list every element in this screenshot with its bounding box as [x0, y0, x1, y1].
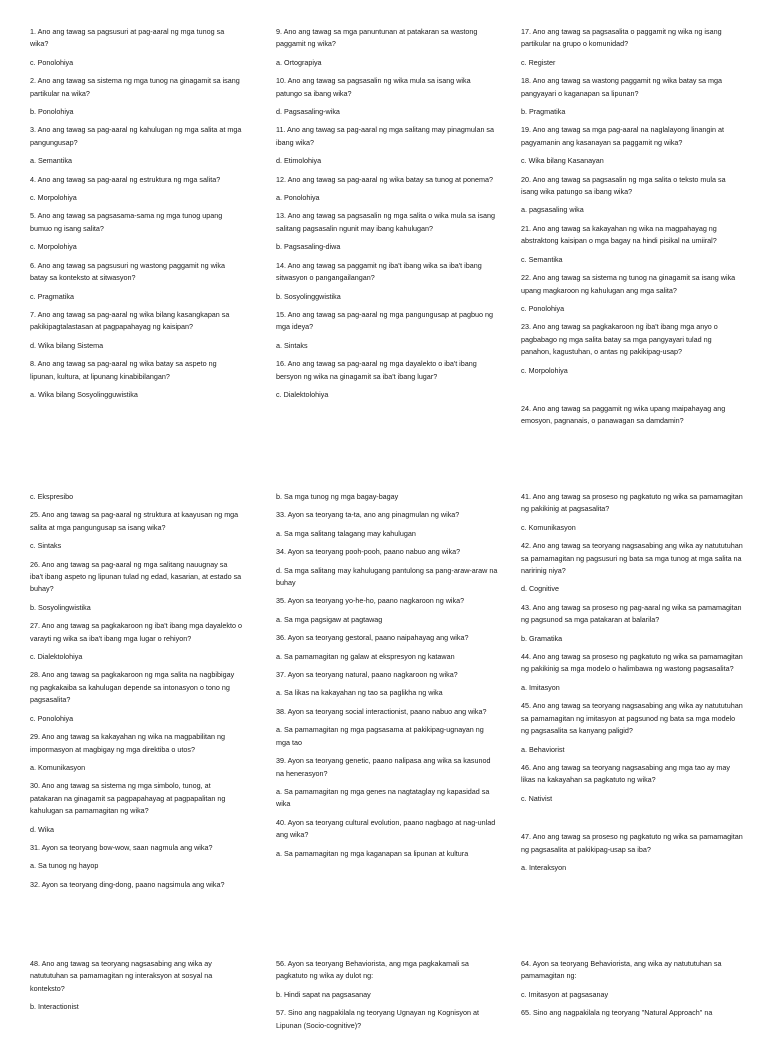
answer-text: a. Imitasyon: [521, 682, 560, 692]
answer-text: a. Semantika: [30, 156, 72, 166]
answer-text: b. Gramatika: [521, 633, 563, 643]
question-text: 10. Ano ang tawag sa pagsasalin ng wika mula sa isang wika patungo sa ibang wika?: [276, 76, 471, 98]
answer-text: c. Dialektolohiya: [276, 389, 329, 399]
question-text: 37. Ayon sa teoryang natural, paano nagkaroon ng wika?: [276, 670, 458, 680]
qa-item: [30, 26, 242, 69]
answer-text: c. Morpolohiya: [30, 193, 77, 203]
qa-item: [30, 620, 242, 663]
column-2: [276, 958, 498, 1038]
answer-text: b. Pagsasaling-diwa: [276, 242, 341, 252]
qa-item: [30, 309, 242, 352]
question-text: 7. Ano ang tawag sa pag-aaral ng wika bilang kasangkapan sa pakikipagtalastasan at pagpapahayag ng kaisipan?: [30, 309, 230, 332]
question-text: 18. Ano ang tawag sa wastong paggamit ng wika batay sa mga pangyayari o kaganapan sa lipunan?: [521, 76, 722, 98]
answer-text: a. Ponolohiya: [276, 193, 320, 203]
qa-item: [30, 75, 242, 118]
answer-text: a. Wika bilang Sosyolingguwistika: [30, 389, 138, 399]
question-text: 41. Ano ang tawag sa proseso ng pagkatuto ng wika sa pamamagitan ng pakikinig at pagsasalita?: [521, 492, 743, 514]
qa-item: [276, 358, 498, 401]
qa-item: [30, 260, 242, 303]
answer-text: a. pagsasaling wika: [521, 205, 584, 215]
answer-text: d. Wika: [30, 824, 54, 834]
question-text: 13. Ano ang tawag sa pagsasalin ng mga salita o wika mula sa isang salitang pagsasalin ngunit may ibang kahulugan?: [276, 211, 495, 233]
question-text: 28. Ano ang tawag sa pagkakaroon ng mga salita na nagbibigay ng pagkakaiba sa kahulugan depende sa intonasyon o tono ng pagsasalita?: [30, 670, 235, 705]
qa-item: [521, 124, 743, 167]
question-text: 38. Ayon sa teoryang social interactionist, paano nabuo ang wika?: [276, 706, 487, 716]
answer-text: a. Sa pamamagitan ng mga pagsasama at pakikipag-ugnayan ng mga tao: [276, 725, 484, 747]
answer-text: c. Morpolohiya: [521, 365, 568, 375]
answer-text: a. Sa likas na kakayahan ng tao sa paglikha ng wika: [276, 688, 443, 698]
answer-text: d. Pagsasaling-wika: [276, 107, 340, 117]
question-text: 42. Ano ang tawag sa teoryang nagsasabing ang wika ay natututuhan sa pamamagitan ng pagsusuri ng bata sa mga tunog at mga salita na naririnig niya?: [521, 541, 743, 576]
qa-item: [30, 210, 242, 253]
question-text: 46. Ano ang tawag sa teoryang nagsasabing ang mga tao ay may likas na kakayahan sa pagkatuto ng wika?: [521, 762, 730, 785]
question-text: 40. Ayon sa teoryang cultural evolution, paano nagbago at nag-unlad ang wika?: [276, 817, 496, 840]
question-text: 11. Ano ang tawag sa pag-aaral ng mga salitang may pinagmulan sa ibang wika?: [276, 125, 495, 147]
qa-item: [521, 651, 743, 694]
question-text: 33. Ayon sa teoryang ta-ta, ano ang pinagmulan ng wika?: [276, 510, 460, 520]
question-text: 24. Ano ang tawag sa paggamit ng wika upang maipahayag ang emosyon, pagnanais, o panawagan sa damdamin?: [521, 403, 726, 426]
qa-item: [276, 1007, 498, 1032]
qa-item: [521, 321, 743, 377]
question-text: 8. Ano ang tawag sa pag-aaral ng wika batay sa aspeto ng lipunan, kultura, at lipunang kinabibilangan?: [30, 359, 217, 381]
qa-item: [30, 842, 242, 873]
question-text: 65. Sino ang nagpakilala ng teoryang "Natural Approach" na: [521, 1008, 713, 1018]
qa-item: [276, 958, 498, 1001]
answer-text: d. Wika bilang Sistema: [30, 340, 104, 350]
question-text: 27. Ano ang tawag sa pagkakaroon ng iba't ibang mga dayalekto o varayti ng wika sa iba't ibang mga lugar o rehiyon?: [30, 621, 242, 643]
question-text: 3. Ano ang tawag sa pag-aaral ng kahulugan ng mga salita at mga pangungusap?: [30, 125, 242, 147]
qa-item: [276, 260, 498, 303]
answer-text: a. Behaviorist: [521, 744, 565, 754]
question-text: 43. Ano ang tawag sa proseso ng pag-aaral ng wika sa pamamagitan ng pagsunod sa mga patakaran at balarila?: [521, 602, 742, 625]
answer-text: c. Morpolohiya: [30, 242, 77, 252]
question-text: 1. Ano ang tawag sa pagsusuri at pag-aaral ng mga tunog sa wika?: [30, 27, 225, 49]
answer-text: a. Sa tunog ng hayop: [30, 861, 99, 871]
answer-text: c. Nativist: [521, 793, 553, 803]
qa-item: [30, 491, 242, 503]
answer-text: d. Cognitive: [521, 584, 559, 594]
qa-item: [276, 595, 498, 626]
question-text: 64. Ayon sa teoryang Behaviorista, ang wika ay natututuhan sa pamamagitan ng:: [521, 959, 722, 981]
qa-item: [276, 309, 498, 352]
question-text: 56. Ayon sa teoryang Behaviorista, ang mga pagkakamali sa pagkatuto ng wika ay dulot ng:: [276, 959, 469, 981]
answer-text: c. Ponolohiya: [521, 303, 565, 313]
qa-item: [30, 879, 242, 891]
qa-item: [30, 124, 242, 167]
answer-text: c. Wika bilang Kasanayan: [521, 156, 604, 166]
question-text: 47. Ano ang tawag sa proseso ng pagkatuto ng wika sa pamamagitan ng pagsasalita at pakikipag-usap sa iba?: [521, 832, 743, 854]
qa-item: [521, 602, 743, 645]
column-1: [30, 26, 242, 407]
answer-text: d. Etimolohiya: [276, 156, 322, 166]
question-text: 26. Ano ang tawag sa pag-aaral ng mga salitang nauugnay sa iba't ibang aspeto ng lipunan tulad ng edad, kasarian, at estado sa buhay?: [30, 559, 242, 594]
answer-text: a. Sa pamamagitan ng galaw at ekspresyon ng katawan: [276, 651, 455, 661]
qa-item: [30, 358, 242, 401]
question-text: 35. Ayon sa teoryang yo-he-ho, paano nagkaroon ng wika?: [276, 596, 465, 606]
column-3: [521, 958, 743, 1026]
qa-item: [521, 540, 743, 596]
answer-text: c. Imitasyon at pagsasanay: [521, 989, 609, 999]
column-2: [276, 26, 498, 407]
question-text: 25. Ano ang tawag sa pag-aaral ng struktura at kaayusan ng mga salita at mga pangungusap sa isang wika?: [30, 510, 239, 532]
qa-item: [521, 174, 743, 217]
qa-item: [30, 731, 242, 774]
question-text: 20. Ano ang tawag sa pagsasalin ng mga salita o teksto mula sa isang wika patungo sa ibang wika?: [521, 174, 726, 197]
question-text: 23. Ano ang tawag sa pagkakaroon ng iba't ibang mga anyo o pagbabago ng mga salita batay sa mga pangyayari tulad ng panahon, kagustuhan, o antas ng pakikipag-usap?: [521, 322, 718, 357]
question-text: 17. Ano ang tawag sa pagsasalita o paggamit ng wika ng isang partikular na grupo o komunidad?: [521, 27, 722, 49]
answer-text: a. Komunikasyon: [30, 762, 86, 772]
qa-item: [521, 75, 743, 118]
question-text: 31. Ayon sa teoryang bow-wow, saan nagmula ang wika?: [30, 842, 213, 852]
question-text: 29. Ano ang tawag sa kakayahan ng wika na magpabilitan ng impormasyon at magbigay ng mga direktiba o utos?: [30, 732, 225, 754]
answer-text: a. Sa pamamagitan ng mga genes na nagtataglay ng kapasidad sa wika: [276, 786, 490, 809]
qa-item: [276, 669, 498, 700]
qa-item: [521, 223, 743, 266]
spacer: [521, 383, 743, 403]
question-text: 6. Ano ang tawag sa pagsusuri ng wastong paggamit ng wika batay sa konteksto at sitwasyon?: [30, 260, 225, 283]
page-section-3: [0, 958, 768, 1030]
qa-item: [276, 124, 498, 167]
question-text: 16. Ano ang tawag sa pag-aaral ng mga dayalekto o iba't ibang bersyon ng wika na ginagamit sa iba't ibang lugar?: [276, 359, 477, 381]
question-text: 39. Ayon sa teoryang genetic, paano nalipasa ang wika sa kasunod na henerasyon?: [276, 756, 491, 778]
answer-text: c. Komunikasyon: [521, 522, 576, 532]
column-1: [30, 958, 242, 1020]
qa-item: [521, 700, 743, 756]
question-text: 44. Ano ang tawag sa proseso ng pagkatuto ng wika sa pamamagitan ng pakikinig sa mga modelo o halimbawa ng wastong pagsasalita?: [521, 652, 743, 674]
column-3: [521, 26, 743, 434]
qa-item: [30, 780, 242, 836]
question-text: 12. Ano ang tawag sa pag-aaral ng wika batay sa tunog at ponema?: [276, 174, 493, 184]
question-text: 32. Ayon sa teoryang ding-dong, paano nagsimula ang wika?: [30, 879, 225, 889]
answer-text: c. Dialektolohiya: [30, 652, 83, 662]
answer-text: a. Sa mga pagsigaw at pagtawag: [276, 614, 383, 624]
answer-text: b. Hindi sapat na pagsasanay: [276, 989, 371, 999]
question-text: 19. Ano ang tawag sa mga pag-aaral na naglalayong linangin at pagyamanin ang kasanayan sa paggamit ng wika?: [521, 125, 724, 147]
qa-item: [276, 210, 498, 253]
qa-item: [30, 174, 242, 205]
qa-item: [521, 958, 743, 1001]
answer-text: b. Sosyolingwistika: [30, 602, 91, 612]
answer-text: a. Sa pamamagitan ng mga kaganapan sa lipunan at kultura: [276, 848, 469, 858]
question-text: 21. Ano ang tawag sa kakayahan ng wika na magpahayag ng abstraktong kaisipan o mga bagay na hindi pisikal na umiiral?: [521, 223, 717, 246]
question-text: 2. Ano ang tawag sa sistema ng mga tunog na ginagamit sa isang partikular na wika?: [30, 76, 240, 98]
column-1: [30, 491, 242, 897]
question-text: 4. Ano ang tawag sa pag-aaral ng estruktura ng mga salita?: [30, 174, 221, 184]
qa-item: [521, 491, 743, 534]
column-2: [276, 491, 498, 866]
answer-text: a. Sa mga salitang talagang may kahulugan: [276, 528, 416, 538]
spacer: [521, 811, 743, 831]
qa-item: [276, 755, 498, 811]
question-text: 36. Ayon sa teoryang gestoral, paano naipahayag ang wika?: [276, 633, 469, 643]
question-text: 57. Sino ang nagpakilala ng teoryang Ugnayan ng Kognisyon at Lipunan (Socio-cognitive)?: [276, 1008, 479, 1030]
qa-item: [521, 831, 743, 874]
qa-item: [276, 706, 498, 749]
qa-item: [276, 174, 498, 205]
page-section-1: [0, 26, 768, 466]
qa-item: [30, 559, 242, 615]
answer-text: b. Pragmatika: [521, 107, 566, 117]
answer-text: d. Sa mga salitang may kahulugang pantulong sa pang-araw-araw na buhay: [276, 565, 498, 588]
answer-text: b. Sosyolinggwistika: [276, 291, 341, 301]
qa-item: [30, 958, 242, 1014]
question-text: 5. Ano ang tawag sa pagsasama-sama ng mga tunog upang bumuo ng isang salita?: [30, 211, 223, 233]
qa-item: [521, 762, 743, 805]
qa-item: [276, 75, 498, 118]
qa-item: [276, 491, 498, 503]
question-text: 34. Ayon sa teoryang pooh-pooh, paano nabuo ang wika?: [276, 547, 461, 557]
qa-item: [276, 546, 498, 589]
qa-item: [521, 403, 743, 428]
answer-text: c. Pragmatika: [30, 291, 74, 301]
answer-text: c. Register: [521, 57, 556, 67]
answer-text: c. Ekspresibo: [30, 492, 74, 501]
qa-item: [276, 509, 498, 540]
answer-text: b. Ponolohiya: [30, 107, 74, 117]
answer-text: c. Ponolohiya: [30, 713, 74, 723]
column-3: [521, 491, 743, 880]
qa-item: [521, 272, 743, 315]
question-text: 48. Ano ang tawag sa teoryang nagsasabing ang wika ay natututuhan sa pamamagitan ng interaksyon at sosyal na konteksto?: [30, 959, 213, 993]
answer-text: b. Sa mga tunog ng mga bagay-bagay: [276, 492, 399, 501]
qa-item: [521, 1007, 743, 1019]
question-text: 15. Ano ang tawag sa pag-aaral ng mga pangungusap at pagbuo ng mga ideya?: [276, 309, 493, 332]
qa-item: [276, 632, 498, 663]
answer-text: c. Sintaks: [30, 541, 62, 551]
answer-text: b. Interactionist: [30, 1002, 79, 1012]
question-text: 45. Ano ang tawag sa teoryang nagsasabing ang wika ay natututuhan sa pamamagitan ng imitasyon at pagsunod ng bata sa mga modelo ng pagsasalita sa kanyang paligid?: [521, 701, 743, 736]
answer-text: c. Semantika: [521, 254, 563, 264]
question-text: 9. Ano ang tawag sa mga panuntunan at patakaran sa wastong paggamit ng wika?: [276, 27, 478, 49]
page-section-2: [0, 491, 768, 921]
question-text: 14. Ano ang tawag sa paggamit ng iba't ibang wika sa iba't ibang sitwasyon o pangangailangan?: [276, 260, 482, 283]
qa-item: [30, 509, 242, 552]
answer-text: a. Sintaks: [276, 340, 308, 350]
qa-item: [30, 669, 242, 725]
qa-item: [276, 817, 498, 860]
answer-text: c. Ponolohiya: [30, 57, 74, 67]
qa-item: [521, 26, 743, 69]
question-text: 30. Ano ang tawag sa sistema ng mga simbolo, tunog, at patakaran na ginagamit sa pagpapahayag at pagpapalitan ng kahulugan sa pamamagitan ng wika?: [30, 781, 226, 816]
qa-item: [276, 26, 498, 69]
answer-text: a. Interaksyon: [521, 862, 567, 872]
answer-text: a. Ortograpiya: [276, 57, 322, 67]
question-text: 22. Ano ang tawag sa sistema ng tunog na ginagamit sa isang wika upang magkaroon ng kahulugan ang mga salita?: [521, 273, 736, 295]
